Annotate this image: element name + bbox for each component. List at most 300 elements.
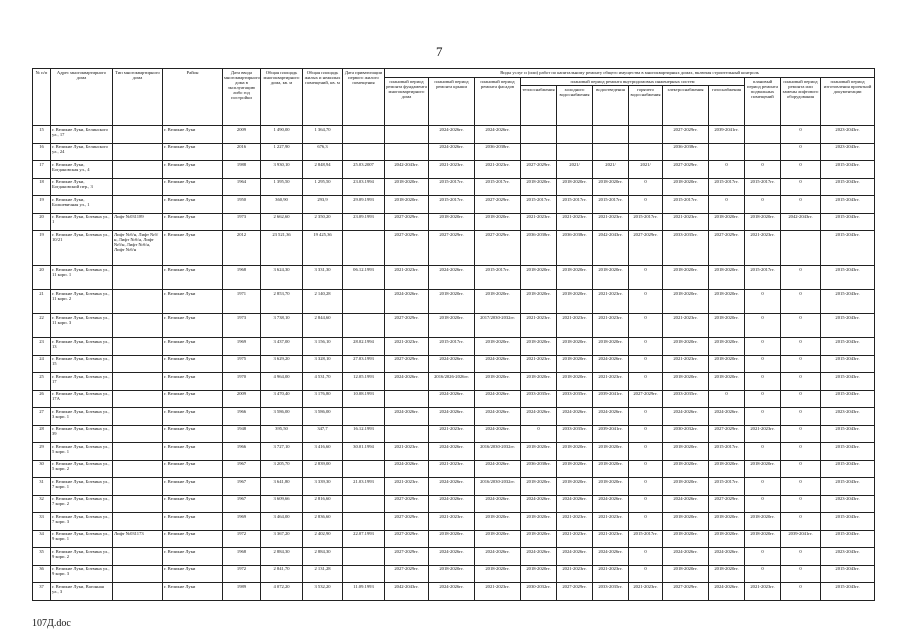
table-row: [33, 178, 875, 196]
house-type-cell: [113, 314, 163, 338]
address-cell: г. Великие Луки, Белинского ул., 24: [51, 143, 113, 161]
design-docs-period-cell: 2015-2043гг.: [821, 213, 875, 231]
header-heat: теплоснабжения: [521, 86, 557, 126]
hot-water-period-cell: 0: [629, 495, 663, 513]
cold-water-period-cell: 2033-2035гг.: [557, 425, 593, 443]
design-docs-period-cell: 2015-2043гг.: [821, 266, 875, 290]
elevator-period-cell: 2039-2041гг.: [781, 530, 821, 548]
electric-period-cell: 2021-2023гг.: [663, 314, 709, 338]
year-built-cell: 2009: [223, 390, 261, 408]
heat-period-cell: 2027-2029гг.: [521, 161, 557, 179]
address-cell: г. Великие Луки, Ботвина ул., 17А: [51, 390, 113, 408]
year-built-cell: 1971: [223, 290, 261, 314]
house-type-cell: [113, 565, 163, 583]
district-cell: г. Великие Луки: [163, 513, 223, 531]
header-n: № п/п: [33, 69, 51, 126]
total-area-cell: 23 521,36: [261, 231, 303, 266]
electric-period-cell: 2033-2035гг.: [663, 231, 709, 266]
foundation-period-cell: 2027-2029гг.: [385, 314, 429, 338]
foundation-period-cell: [385, 126, 429, 144]
gas-period-cell: 2027-2029гг.: [709, 231, 745, 266]
cold-water-period-cell: 2036-2038гг.: [557, 231, 593, 266]
header-type: Тип многоквартирного дома: [113, 69, 163, 126]
hot-water-period-cell: 2027-2029гг.: [629, 231, 663, 266]
elevator-period-cell: 0: [781, 178, 821, 196]
total-area-cell: 3 609,66: [261, 495, 303, 513]
basement-period-cell: 0: [745, 443, 781, 461]
total-area-cell: 1 227,90: [261, 143, 303, 161]
table-row: [33, 143, 875, 161]
header-foundation: плановый период ремонта фундамента многоквартирного дома: [385, 78, 429, 126]
roof-period-cell: 2024-2026гг.: [429, 443, 475, 461]
table-row: [33, 478, 875, 496]
total-area-cell: 2 853,70: [261, 290, 303, 314]
header-elevator: плановый период ремонта или замены лифтового оборудования: [781, 78, 821, 126]
living-area-cell: 347,7: [303, 425, 343, 443]
design-docs-period-cell: 2015-2043гг.: [821, 355, 875, 373]
district-cell: г. Великие Луки: [163, 266, 223, 290]
table-row: [33, 565, 875, 583]
hot-water-period-cell: 0: [629, 196, 663, 214]
sewer-period-cell: [593, 126, 629, 144]
elevator-period-cell: 0: [781, 495, 821, 513]
house-type-cell: [113, 266, 163, 290]
basement-period-cell: 0: [745, 478, 781, 496]
privatization-date-cell: 23.09.1993: [343, 213, 385, 231]
privatization-date-cell: 25.03.2007: [343, 161, 385, 179]
gas-period-cell: 2018-2020гг.: [709, 530, 745, 548]
house-type-cell: [113, 373, 163, 391]
house-type-cell: [113, 408, 163, 426]
hot-water-period-cell: 0: [629, 443, 663, 461]
address-cell: г. Великие Луки, Ботвина ул., 5 корп. 2: [51, 460, 113, 478]
year-built-cell: 1948: [223, 425, 261, 443]
elevator-period-cell: 0: [781, 425, 821, 443]
sewer-period-cell: 2021-2023гг.: [593, 513, 629, 531]
year-built-cell: 1969: [223, 338, 261, 356]
gas-period-cell: 2015-2017гг.: [709, 443, 745, 461]
sewer-period-cell: 2021-2023гг.: [593, 565, 629, 583]
header-hot-water: горячего водоснабжения: [629, 86, 663, 126]
electric-period-cell: 2027-2029гг.: [663, 161, 709, 179]
house-type-cell: Лифт №031189: [113, 213, 163, 231]
row-number: 15: [33, 126, 51, 144]
header-electric: электроснабжения: [663, 86, 709, 126]
living-area-cell: 2 848,94: [303, 161, 343, 179]
design-docs-period-cell: 2023-2043гг.: [821, 126, 875, 144]
cold-water-period-cell: 2021/: [557, 161, 593, 179]
year-built-cell: 1970: [223, 373, 261, 391]
design-docs-period-cell: 2015-2043гг.: [821, 231, 875, 266]
electric-period-cell: 2018-2020гг.: [663, 373, 709, 391]
district-cell: г. Великие Луки: [163, 231, 223, 266]
total-area-cell: 395,50: [261, 425, 303, 443]
cold-water-period-cell: 2015-2017гг.: [557, 196, 593, 214]
living-area-cell: 19 425,36: [303, 231, 343, 266]
facade-period-cell: 2036-2038гг.: [475, 143, 521, 161]
facade-period-cell: 2024-2026гг.: [475, 548, 521, 566]
heat-period-cell: 2021-2023гг.: [521, 213, 557, 231]
district-cell: г. Великие Луки: [163, 530, 223, 548]
facade-period-cell: 2021-2023гг.: [475, 583, 521, 601]
total-area-cell: 4 964,00: [261, 373, 303, 391]
foundation-period-cell: 2018-2020гг.: [385, 178, 429, 196]
privatization-date-cell: [343, 513, 385, 531]
hot-water-period-cell: 0: [629, 408, 663, 426]
cold-water-period-cell: 2018-2020гг.: [557, 338, 593, 356]
elevator-period-cell: 0: [781, 355, 821, 373]
privatization-date-cell: 10.08.1993: [343, 390, 385, 408]
table-row: [33, 390, 875, 408]
address-cell: г. Великие Луки, Белинского ул., 17: [51, 126, 113, 144]
privatization-date-cell: 29.09.1993: [343, 196, 385, 214]
basement-period-cell: 0: [745, 495, 781, 513]
sewer-period-cell: 2033-2035гг.: [593, 583, 629, 601]
cold-water-period-cell: 2018-2020гг.: [557, 266, 593, 290]
sewer-period-cell: 2021-2023гг.: [593, 530, 629, 548]
facade-period-cell: 2027-2029гг.: [475, 196, 521, 214]
living-area-cell: 1 295,50: [303, 178, 343, 196]
foundation-period-cell: 2042-2043гг.: [385, 583, 429, 601]
basement-period-cell: 0: [745, 390, 781, 408]
sewer-period-cell: 2018-2020гг.: [593, 178, 629, 196]
elevator-period-cell: 0: [781, 338, 821, 356]
district-cell: г. Великие Луки: [163, 290, 223, 314]
sewer-period-cell: 2018-2020гг.: [593, 443, 629, 461]
gas-period-cell: 0: [709, 390, 745, 408]
hot-water-period-cell: 0: [629, 565, 663, 583]
row-number: 25: [33, 373, 51, 391]
header-gas: газоснабжения: [709, 86, 745, 126]
heat-period-cell: 2024-2026гг.: [521, 495, 557, 513]
design-docs-period-cell: 2015-2043гг.: [821, 373, 875, 391]
table-body: [33, 126, 875, 601]
facade-period-cell: 2018-2020гг.: [475, 338, 521, 356]
facade-period-cell: 2018-2020гг.: [475, 213, 521, 231]
heat-period-cell: 2018-2020гг.: [521, 290, 557, 314]
privatization-date-cell: 12.05.1993: [343, 373, 385, 391]
gas-period-cell: 2024-2026гг.: [709, 548, 745, 566]
year-built-cell: 1967: [223, 460, 261, 478]
gas-period-cell: [709, 143, 745, 161]
cold-water-period-cell: 2021-2023гг.: [557, 513, 593, 531]
heat-period-cell: 2018-2020гг.: [521, 513, 557, 531]
design-docs-period-cell: 2015-2043гг.: [821, 161, 875, 179]
district-cell: г. Великие Луки: [163, 425, 223, 443]
elevator-period-cell: 0: [781, 143, 821, 161]
house-type-cell: [113, 355, 163, 373]
year-built-cell: 1989: [223, 583, 261, 601]
heat-period-cell: 2036-2038гг.: [521, 231, 557, 266]
design-docs-period-cell: 2015-2043гг.: [821, 513, 875, 531]
facade-period-cell: 2015-2017гг.: [475, 266, 521, 290]
living-area-cell: 3 328,10: [303, 355, 343, 373]
table-row: [33, 443, 875, 461]
address-cell: г. Великие Луки, Ботвина ул., 9 корп. 2: [51, 548, 113, 566]
electric-period-cell: 2021-2023гг.: [663, 213, 709, 231]
living-area-cell: 2 350,20: [303, 213, 343, 231]
heat-period-cell: 2024-2026гг.: [521, 408, 557, 426]
facade-period-cell: 2024-2026гг.: [475, 408, 521, 426]
roof-period-cell: 2021-2023гг.: [429, 425, 475, 443]
basement-period-cell: 2021-2023гг.: [745, 583, 781, 601]
district-cell: г. Великие Луки: [163, 161, 223, 179]
facade-period-cell: 2024-2026гг.: [475, 355, 521, 373]
gas-period-cell: 2015-2017гг.: [709, 178, 745, 196]
foundation-period-cell: 2018-2020гг.: [385, 196, 429, 214]
roof-period-cell: 2018-2020гг.: [429, 565, 475, 583]
row-number: 22: [33, 314, 51, 338]
heat-period-cell: 2018-2020гг.: [521, 530, 557, 548]
sewer-period-cell: 2042-2043гг.: [593, 231, 629, 266]
header-privatization: Дата приватизации первого жилого помещения: [343, 69, 385, 126]
table-row: [33, 425, 875, 443]
row-number: 28: [33, 425, 51, 443]
heat-period-cell: 2021-2023гг.: [521, 314, 557, 338]
header-year-built: Дата ввода многоквартирного дома в эксплуатацию либо год постройки: [223, 69, 261, 126]
house-type-cell: Лифт №б/н, Лифт №б/н, Лифт №б/н, Лифт №б/н, Лифт №б/н, Лифт №б/н: [113, 231, 163, 266]
elevator-period-cell: 0: [781, 513, 821, 531]
living-area-cell: 2 844,60: [303, 314, 343, 338]
roof-period-cell: 2018-2020гг.: [429, 530, 475, 548]
gas-period-cell: 2018-2020гг.: [709, 338, 745, 356]
basement-period-cell: 2018-2020гг.: [745, 213, 781, 231]
total-area-cell: 2 662,60: [261, 213, 303, 231]
design-docs-period-cell: 2015-2043гг.: [821, 565, 875, 583]
heat-period-cell: [521, 126, 557, 144]
house-type-cell: [113, 126, 163, 144]
basement-period-cell: 2018-2020гг.: [745, 460, 781, 478]
facade-period-cell: 2024-2026гг.: [475, 495, 521, 513]
header-facade: плановый период ремонта фасадов: [475, 78, 521, 126]
facade-period-cell: 2024-2026гг.: [475, 425, 521, 443]
year-built-cell: 1968: [223, 266, 261, 290]
foundation-period-cell: 2021-2023гг.: [385, 266, 429, 290]
privatization-date-cell: [343, 126, 385, 144]
table-row: [33, 355, 875, 373]
table-row: [33, 513, 875, 531]
design-docs-period-cell: 2015-2043гг.: [821, 390, 875, 408]
total-area-cell: 2 841,70: [261, 565, 303, 583]
electric-period-cell: 2024-2026гг.: [663, 495, 709, 513]
foundation-period-cell: 2027-2029гг.: [385, 530, 429, 548]
table-row: [33, 583, 875, 601]
roof-period-cell: 2015-2017гг.: [429, 338, 475, 356]
hot-water-period-cell: 0: [629, 355, 663, 373]
year-built-cell: 2009: [223, 126, 261, 144]
gas-period-cell: 2018-2020гг.: [709, 513, 745, 531]
sewer-period-cell: 2024-2026гг.: [593, 355, 629, 373]
roof-period-cell: 2024-2026гг.: [429, 583, 475, 601]
address-cell: г. Великие Луки, Ботвина ул., 11 корп. 2: [51, 290, 113, 314]
gas-period-cell: 2018-2020гг.: [709, 213, 745, 231]
address-cell: г. Великие Луки, Богдановская ул., 4: [51, 161, 113, 179]
gas-period-cell: 0: [709, 196, 745, 214]
sewer-period-cell: 2024-2026гг.: [593, 548, 629, 566]
foundation-period-cell: 2024-2026гг.: [385, 373, 429, 391]
row-number: 32: [33, 495, 51, 513]
living-area-cell: 3 156,10: [303, 338, 343, 356]
total-area-cell: 3 629,20: [261, 355, 303, 373]
living-area-cell: 2 140,28: [303, 290, 343, 314]
house-type-cell: Лифт №031173: [113, 530, 163, 548]
row-number: 31: [33, 478, 51, 496]
basement-period-cell: 2018-2020гг.: [745, 513, 781, 531]
district-cell: г. Великие Луки: [163, 314, 223, 338]
basement-period-cell: 0: [745, 290, 781, 314]
living-area-cell: 293,9: [303, 196, 343, 214]
district-cell: г. Великие Луки: [163, 583, 223, 601]
privatization-date-cell: [343, 548, 385, 566]
table-row: [33, 213, 875, 231]
facade-period-cell: 2018-2020гг.: [475, 565, 521, 583]
privatization-date-cell: [343, 231, 385, 266]
roof-period-cell: 2018-2020гг.: [429, 314, 475, 338]
total-area-cell: 3 367,20: [261, 530, 303, 548]
header-address: Адрес многоквартирного дома: [51, 69, 113, 126]
table-row: [33, 161, 875, 179]
table-row: [33, 460, 875, 478]
elevator-period-cell: 0: [781, 266, 821, 290]
heat-period-cell: 2018-2020гг.: [521, 478, 557, 496]
privatization-date-cell: [343, 290, 385, 314]
repair-schedule-table-container: [32, 68, 874, 601]
living-area-cell: 1 364,70: [303, 126, 343, 144]
total-area-cell: 3 624,30: [261, 266, 303, 290]
sewer-period-cell: 2018-2020гг.: [593, 460, 629, 478]
year-built-cell: 1969: [223, 513, 261, 531]
cold-water-period-cell: 2018-2020гг.: [557, 460, 593, 478]
cold-water-period-cell: 2024-2026гг.: [557, 548, 593, 566]
hot-water-period-cell: 0: [629, 425, 663, 443]
row-number: 27: [33, 408, 51, 426]
total-area-cell: 3 437,00: [261, 338, 303, 356]
foundation-period-cell: 2027-2029гг.: [385, 231, 429, 266]
electric-period-cell: 2027-2029гг.: [663, 583, 709, 601]
gas-period-cell: 2024-2026гг.: [709, 408, 745, 426]
document-filename: 107Д.doc: [32, 618, 71, 629]
heat-period-cell: [521, 143, 557, 161]
year-built-cell: 1967: [223, 495, 261, 513]
cold-water-period-cell: 2018-2020гг.: [557, 290, 593, 314]
living-area-cell: 2 836,60: [303, 513, 343, 531]
roof-period-cell: 2024-2026гг.: [429, 408, 475, 426]
header-basement: плановый период ремонта подвальных помещений: [745, 78, 781, 126]
electric-period-cell: 2018-2020гг.: [663, 338, 709, 356]
hot-water-period-cell: 0: [629, 460, 663, 478]
foundation-period-cell: 2027-2029гг.: [385, 513, 429, 531]
heat-period-cell: 2018-2020гг.: [521, 373, 557, 391]
elevator-period-cell: 0: [781, 460, 821, 478]
total-area-cell: 3 470,40: [261, 390, 303, 408]
hot-water-period-cell: 2027-2029гг.: [629, 390, 663, 408]
heat-period-cell: 2033-2035гг.: [521, 390, 557, 408]
privatization-date-cell: 11.09.1993: [343, 583, 385, 601]
address-cell: г. Великие Луки, Ботвина ул., 39: [51, 425, 113, 443]
cold-water-period-cell: [557, 126, 593, 144]
facade-period-cell: 2024-2026гг.: [475, 390, 521, 408]
hot-water-period-cell: 0: [629, 338, 663, 356]
electric-period-cell: 2033-2035гг.: [663, 390, 709, 408]
design-docs-period-cell: 2015-2043гг.: [821, 425, 875, 443]
house-type-cell: [113, 425, 163, 443]
gas-period-cell: 2018-2020гг.: [709, 460, 745, 478]
house-type-cell: [113, 443, 163, 461]
year-built-cell: 1972: [223, 565, 261, 583]
hot-water-period-cell: 0: [629, 290, 663, 314]
electric-period-cell: 2027-2029гг.: [663, 126, 709, 144]
cold-water-period-cell: 2018-2020гг.: [557, 443, 593, 461]
page-number: 7: [436, 44, 443, 59]
roof-period-cell: 2024-2026гг.: [429, 478, 475, 496]
living-area-cell: 3 416,60: [303, 443, 343, 461]
hot-water-period-cell: [629, 143, 663, 161]
hot-water-period-cell: 0: [629, 548, 663, 566]
cold-water-period-cell: [557, 143, 593, 161]
gas-period-cell: 2018-2020гг.: [709, 565, 745, 583]
basement-period-cell: 2015-2017гг.: [745, 266, 781, 290]
foundation-period-cell: 2024-2026гг.: [385, 460, 429, 478]
electric-period-cell: 2018-2020гг.: [663, 513, 709, 531]
house-type-cell: [113, 178, 163, 196]
foundation-period-cell: [385, 425, 429, 443]
district-cell: г. Великие Луки: [163, 178, 223, 196]
electric-period-cell: 2018-2020гг.: [663, 478, 709, 496]
privatization-date-cell: 16.12.1993: [343, 425, 385, 443]
design-docs-period-cell: 2015-2043гг.: [821, 196, 875, 214]
district-cell: г. Великие Луки: [163, 213, 223, 231]
sewer-period-cell: 2039-2041гг.: [593, 390, 629, 408]
house-type-cell: [113, 548, 163, 566]
year-built-cell: 1967: [223, 478, 261, 496]
electric-period-cell: 2018-2020гг.: [663, 443, 709, 461]
living-area-cell: 3 586,00: [303, 408, 343, 426]
design-docs-period-cell: 2015-2043гг.: [821, 478, 875, 496]
living-area-cell: 2 816,60: [303, 495, 343, 513]
district-cell: г. Великие Луки: [163, 373, 223, 391]
district-cell: г. Великие Луки: [163, 460, 223, 478]
roof-period-cell: 2015-2017гг.: [429, 178, 475, 196]
basement-period-cell: 0: [745, 314, 781, 338]
district-cell: г. Великие Луки: [163, 355, 223, 373]
roof-period-cell: 2021-2023гг.: [429, 161, 475, 179]
gas-period-cell: 2018-2020гг.: [709, 314, 745, 338]
living-area-cell: 2 402,90: [303, 530, 343, 548]
cold-water-period-cell: 2021-2023гг.: [557, 213, 593, 231]
total-area-cell: 1 490,00: [261, 126, 303, 144]
basement-period-cell: 2018-2020гг.: [745, 530, 781, 548]
privatization-date-cell: [343, 565, 385, 583]
cold-water-period-cell: 2018-2020гг.: [557, 178, 593, 196]
cold-water-period-cell: 2024-2026гг.: [557, 495, 593, 513]
cold-water-period-cell: 2027-2029гг.: [557, 583, 593, 601]
basement-period-cell: [745, 126, 781, 144]
table-row: [33, 314, 875, 338]
elevator-period-cell: 0: [781, 314, 821, 338]
privatization-date-cell: [343, 314, 385, 338]
address-cell: г. Великие Луки, Ботвина ул., 7 корп. 3: [51, 513, 113, 531]
house-type-cell: [113, 478, 163, 496]
privatization-date-cell: [343, 460, 385, 478]
row-number: 19: [33, 231, 51, 266]
district-cell: г. Великие Луки: [163, 443, 223, 461]
basement-period-cell: 0: [745, 196, 781, 214]
address-cell: г. Великие Луки, Ботвина ул., 15: [51, 355, 113, 373]
electric-period-cell: 2024-2026гг.: [663, 408, 709, 426]
header-cold-water: холодного водоснабжения: [557, 86, 593, 126]
sewer-period-cell: 2015-2017гг.: [593, 196, 629, 214]
elevator-period-cell: 0: [781, 565, 821, 583]
